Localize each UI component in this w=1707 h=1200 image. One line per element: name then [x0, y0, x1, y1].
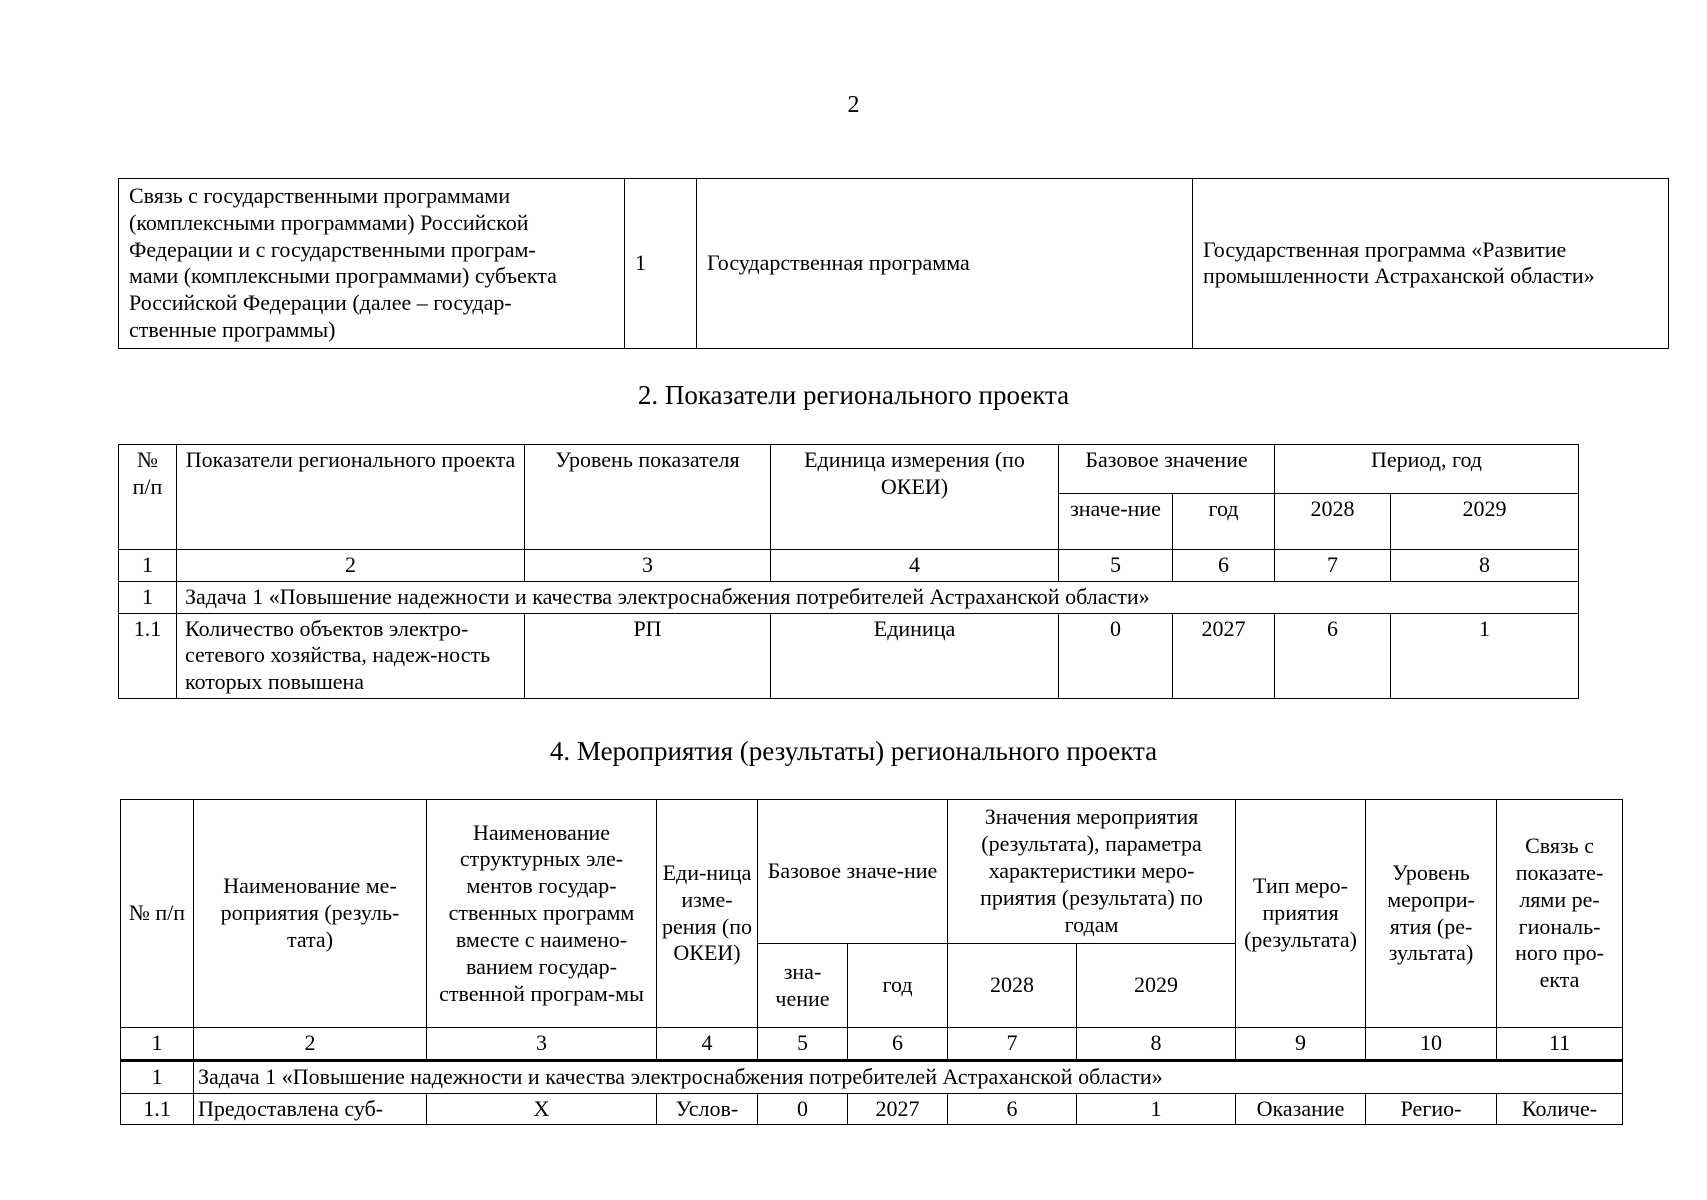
header-values: Значения мероприятия (результата), параметра характеристики меро-приятия (результата) по годам [948, 800, 1236, 944]
program-link-row [119, 179, 1669, 349]
task-num: 1 [121, 1060, 194, 1093]
column-number: 7 [948, 1028, 1077, 1061]
program-link-label-line: мами (комплексными программами) субъекта [129, 263, 557, 289]
column-number: 4 [657, 1028, 758, 1061]
row-indicator: Количество объектов электро-сетевого хозяйства, надеж-ность которых повышена [177, 613, 525, 698]
indicators-header-row [119, 445, 1579, 494]
row-unit: Единица [771, 613, 1059, 698]
header-year-2028: 2028 [948, 944, 1077, 1028]
header-base: Базовое значе-ние [758, 800, 948, 944]
row-value-2028: 6 [1275, 613, 1391, 698]
program-link-label-line: Связь с государственными программами [129, 183, 511, 208]
row-link: Количе- [1497, 1093, 1623, 1125]
column-number: 11 [1497, 1028, 1623, 1061]
header-elements: Наименование структурных эле-ментов государ-ственных программ вместе с наимено-ванием государ-ственной програм-мы [427, 800, 657, 1028]
column-number: 2 [177, 550, 525, 582]
row-base-value: 0 [1059, 613, 1173, 698]
row-num: 1.1 [121, 1093, 194, 1125]
header-base-value: зна-чение [758, 944, 848, 1028]
indicators-table [118, 444, 1579, 699]
activities-header-row [121, 800, 1623, 944]
column-number: 7 [1275, 550, 1391, 582]
program-link-label-line: Федерации и с государственными програм- [129, 236, 536, 262]
header-base: Базовое значение [1059, 445, 1275, 494]
header-base-year: год [848, 944, 948, 1028]
program-link-label-line: (комплексными программами) Российской [129, 209, 529, 235]
header-year-2029: 2029 [1077, 944, 1236, 1028]
program-link-label-line: Российской Федерации (далее – государ- [129, 290, 512, 316]
task-text: Задача 1 «Повышение надежности и качества электроснабжения потребителей Астраханской области» [177, 581, 1579, 613]
header-base-year: год [1173, 494, 1275, 550]
header-period: Период, год [1275, 445, 1579, 494]
column-number: 2 [194, 1028, 427, 1061]
row-base-year: 2027 [1173, 613, 1275, 698]
task-row [121, 1060, 1623, 1093]
section4-title: 4. Мероприятия (результаты) регионального проекта [549, 736, 1158, 766]
indicators-colnum-row [119, 550, 1579, 582]
program-link-label [119, 179, 625, 349]
table-row [121, 1093, 1623, 1125]
header-num: № п/п [119, 445, 177, 550]
column-number: 9 [1236, 1028, 1366, 1061]
header-level: Уровень показателя [525, 445, 771, 550]
activities-table [120, 799, 1623, 1125]
task-num: 1 [119, 581, 177, 613]
row-value-2029: 1 [1077, 1093, 1236, 1125]
header-unit: Единица измерения (по ОКЕИ) [771, 445, 1059, 550]
column-number: 8 [1077, 1028, 1236, 1061]
column-number: 1 [121, 1028, 194, 1061]
header-indicator: Показатели регионального проекта [177, 445, 525, 550]
row-activity-name: Предоставлена суб- [194, 1093, 427, 1125]
row-value-2028: 6 [948, 1093, 1077, 1125]
column-number: 5 [758, 1028, 848, 1061]
column-number: 6 [1173, 550, 1275, 582]
row-level: Регио- [1366, 1093, 1497, 1125]
header-num: № п/п [121, 800, 194, 1028]
row-value-2029: 1 [1391, 613, 1579, 698]
row-elements: X [427, 1093, 657, 1125]
row-level: РП [525, 613, 771, 698]
row-base-value: 0 [758, 1093, 848, 1125]
column-number: 3 [427, 1028, 657, 1061]
header-type: Тип меро-приятия (результата) [1236, 800, 1366, 1028]
column-number: 4 [771, 550, 1059, 582]
header-year-2028: 2028 [1275, 494, 1391, 550]
program-link-type: Государственная программа [697, 179, 1193, 349]
column-number: 8 [1391, 550, 1579, 582]
section2-title: 2. Показатели регионального проекта [637, 380, 1070, 410]
program-link-number: 1 [625, 179, 697, 349]
header-unit: Еди-ница изме-рения (по ОКЕИ) [657, 800, 758, 1028]
table-row [119, 613, 1579, 698]
header-activity-name: Наименование ме-роприятия (резуль-тата) [194, 800, 427, 1028]
header-level: Уровень меропри-ятия (ре-зультата) [1366, 800, 1497, 1028]
column-number: 5 [1059, 550, 1173, 582]
column-number: 1 [119, 550, 177, 582]
column-number: 6 [848, 1028, 948, 1061]
column-number: 3 [525, 550, 771, 582]
row-type: Оказание [1236, 1093, 1366, 1125]
page-number: 2 [847, 92, 860, 118]
header-year-2029: 2029 [1391, 494, 1579, 550]
task-text: Задача 1 «Повышение надежности и качества электроснабжения потребителей Астраханской области» [194, 1060, 1623, 1093]
header-base-value: значе-ние [1059, 494, 1173, 550]
program-links-table [118, 178, 1669, 349]
row-num: 1.1 [119, 613, 177, 698]
column-number: 10 [1366, 1028, 1497, 1061]
header-link: Связь с показате-лями ре-гиональ-ного про-екта [1497, 800, 1623, 1028]
activities-colnum-row [121, 1028, 1623, 1061]
program-link-name: Государственная программа «Развитие промышленности Астраханской области» [1193, 179, 1669, 349]
row-unit: Услов- [657, 1093, 758, 1125]
task-row [119, 581, 1579, 613]
row-base-year: 2027 [848, 1093, 948, 1125]
program-link-label-line: ственные программы) [129, 317, 336, 343]
